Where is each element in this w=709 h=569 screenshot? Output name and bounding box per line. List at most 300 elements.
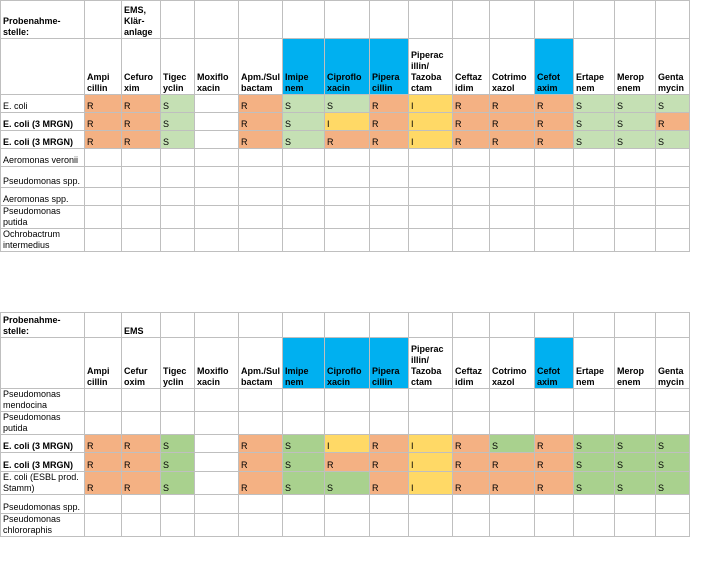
empty-cell [453, 1, 490, 39]
susceptibility-cell [615, 412, 656, 435]
susceptibility-cell [574, 389, 615, 412]
susceptibility-cell: S [574, 453, 615, 472]
table-row [1, 514, 690, 537]
susceptibility-cell [453, 206, 490, 229]
title-row [1, 1, 690, 39]
susceptibility-cell [195, 453, 239, 472]
susceptibility-cell: S [574, 131, 615, 149]
susceptibility-cell [325, 412, 370, 435]
organism-label: Pseudomonas putida [1, 412, 85, 435]
susceptibility-cell [615, 188, 656, 206]
susceptibility-cell [490, 206, 535, 229]
susceptibility-cell [574, 188, 615, 206]
susceptibility-cell [161, 167, 195, 188]
susceptibility-cell [122, 188, 161, 206]
susceptibility-cell: R [535, 435, 574, 453]
susceptibility-cell [122, 514, 161, 537]
organism-label: E. coli (3 MRGN) [1, 131, 85, 149]
susceptibility-cell [370, 514, 409, 537]
antibiotic-header: Tigec yclin [161, 338, 195, 389]
susceptibility-cell: S [283, 113, 325, 131]
susceptibility-cell [490, 149, 535, 167]
susceptibility-cell [122, 167, 161, 188]
susceptibility-cell [325, 167, 370, 188]
susceptibility-cell: R [122, 113, 161, 131]
susceptibility-cell: R [370, 472, 409, 495]
empty-cell [1, 338, 85, 389]
susceptibility-cell [409, 514, 453, 537]
susceptibility-cell: R [239, 435, 283, 453]
susceptibility-cell: R [453, 472, 490, 495]
susceptibility-cell [122, 412, 161, 435]
susceptibility-cell: R [535, 113, 574, 131]
susceptibility-cell [85, 206, 122, 229]
empty-cell [283, 1, 325, 39]
susceptibility-cell: S [161, 472, 195, 495]
susceptibility-cell [615, 149, 656, 167]
antibiotic-header-row [1, 338, 690, 389]
antibiotic-header: Genta mycin [656, 39, 690, 95]
susceptibility-cell: S [574, 472, 615, 495]
susceptibility-cell [615, 495, 656, 514]
susceptibility-cell: R [85, 472, 122, 495]
susceptibility-cell [85, 412, 122, 435]
organism-label: Pseudomonas putida [1, 206, 85, 229]
susceptibility-cell [574, 229, 615, 252]
susceptibility-cell [325, 188, 370, 206]
susceptibility-cell [122, 206, 161, 229]
susceptibility-cell: S [325, 95, 370, 113]
susceptibility-cell [490, 389, 535, 412]
susceptibility-cell [535, 188, 574, 206]
susceptibility-cell [195, 149, 239, 167]
antibiotic-header: Ceftaz idim [453, 338, 490, 389]
susceptibility-cell: I [325, 435, 370, 453]
empty-cell [325, 1, 370, 39]
empty-cell [409, 1, 453, 39]
susceptibility-cell [161, 389, 195, 412]
susceptibility-cell [122, 229, 161, 252]
susceptibility-cell [535, 514, 574, 537]
empty-cell [161, 313, 195, 338]
susceptibility-cell [409, 149, 453, 167]
antibiotic-header: Ertape nem [574, 39, 615, 95]
susceptibility-cell [161, 229, 195, 252]
empty-cell [195, 313, 239, 338]
susceptibility-cell [283, 229, 325, 252]
empty-cell [409, 313, 453, 338]
susceptibility-cell [615, 229, 656, 252]
susceptibility-cell [85, 495, 122, 514]
susceptibility-cell: R [370, 435, 409, 453]
susceptibility-cell: S [283, 435, 325, 453]
table-row [1, 495, 690, 514]
susceptibility-cell: I [409, 113, 453, 131]
susceptibility-cell: S [574, 435, 615, 453]
antibiotic-header: Cefot axim [535, 39, 574, 95]
susceptibility-cell [325, 495, 370, 514]
susceptibility-cell: R [239, 113, 283, 131]
antibiotic-header: Piperac illin/ Tazoba ctam [409, 39, 453, 95]
susceptibility-cell: S [161, 95, 195, 113]
susceptibility-cell [574, 412, 615, 435]
empty-cell [85, 313, 122, 338]
antibiotic-header: Moxiflo xacin [195, 39, 239, 95]
table-row [1, 206, 690, 229]
susceptibility-cell: S [283, 472, 325, 495]
susceptibility-cell [239, 149, 283, 167]
susceptibility-cell: R [453, 95, 490, 113]
susceptibility-cell [283, 149, 325, 167]
susceptibility-cell [453, 229, 490, 252]
susceptibility-cell [195, 167, 239, 188]
susceptibility-cell [656, 188, 690, 206]
susceptibility-cell [161, 514, 195, 537]
antibiotic-header: Ciproflo xacin [325, 338, 370, 389]
susceptibility-cell [239, 167, 283, 188]
table-row [1, 131, 690, 149]
empty-cell [370, 1, 409, 39]
susceptibility-cell: R [239, 453, 283, 472]
susceptibility-cell [490, 188, 535, 206]
organism-label: E. coli (ESBL prod. Stamm) [1, 472, 85, 495]
antibiotic-header: Piperac illin/ Tazoba ctam [409, 338, 453, 389]
antibiotic-header: Genta mycin [656, 338, 690, 389]
susceptibility-cell [574, 149, 615, 167]
susceptibility-cell [161, 206, 195, 229]
susceptibility-cell [239, 412, 283, 435]
empty-cell [656, 313, 690, 338]
antibiotic-header: Moxiflo xacin [195, 338, 239, 389]
susceptibility-cell [195, 188, 239, 206]
susceptibility-cell [283, 514, 325, 537]
susceptibility-cell: S [656, 453, 690, 472]
empty-cell [490, 313, 535, 338]
susceptibility-cell: S [615, 472, 656, 495]
table-row [1, 229, 690, 252]
antibiotic-header: Apm./Sul bactam [239, 338, 283, 389]
table-row [1, 149, 690, 167]
susceptibility-cell: R [122, 435, 161, 453]
susceptibility-cell [370, 229, 409, 252]
empty-cell [195, 1, 239, 39]
susceptibility-cell: R [122, 453, 161, 472]
antibiotic-header: Apm./Sul bactam [239, 39, 283, 95]
susceptibility-cell: R [490, 472, 535, 495]
antibiotic-header: Cotrimo xazol [490, 39, 535, 95]
susceptibility-cell [409, 167, 453, 188]
susceptibility-cell: S [283, 453, 325, 472]
susceptibility-cell [370, 206, 409, 229]
table-row [1, 167, 690, 188]
susceptibility-cell [453, 514, 490, 537]
empty-cell [161, 1, 195, 39]
susceptibility-cell [490, 495, 535, 514]
antibiotic-header: Merop enem [615, 338, 656, 389]
susceptibility-cell: I [409, 453, 453, 472]
susceptibility-cell [409, 389, 453, 412]
susceptibility-cell: S [161, 453, 195, 472]
resistance-table-1 [0, 0, 690, 252]
title-row [1, 313, 690, 338]
susceptibility-cell: S [325, 472, 370, 495]
susceptibility-cell [161, 412, 195, 435]
organism-label: Ochrobactrum intermedius [1, 229, 85, 252]
empty-cell [574, 1, 615, 39]
antibiotic-header: Ceftaz idim [453, 39, 490, 95]
susceptibility-cell: I [409, 131, 453, 149]
empty-cell [535, 313, 574, 338]
susceptibility-cell: R [535, 95, 574, 113]
susceptibility-cell [490, 514, 535, 537]
susceptibility-cell [535, 167, 574, 188]
antibiotic-header: Cefuro xim [122, 39, 161, 95]
susceptibility-cell: R [453, 453, 490, 472]
susceptibility-cell: R [122, 95, 161, 113]
susceptibility-cell: S [490, 435, 535, 453]
susceptibility-cell [85, 229, 122, 252]
antibiotic-header: Cotrimo xazol [490, 338, 535, 389]
susceptibility-cell [325, 229, 370, 252]
table-row [1, 453, 690, 472]
susceptibility-cell [195, 435, 239, 453]
susceptibility-cell: S [283, 131, 325, 149]
susceptibility-cell [453, 389, 490, 412]
susceptibility-cell [535, 495, 574, 514]
susceptibility-cell: R [490, 131, 535, 149]
susceptibility-cell [325, 514, 370, 537]
susceptibility-cell: S [615, 113, 656, 131]
susceptibility-cell: R [453, 131, 490, 149]
susceptibility-cell: S [615, 95, 656, 113]
susceptibility-cell: R [535, 131, 574, 149]
susceptibility-cell [283, 167, 325, 188]
organism-label: E. coli (3 MRGN) [1, 113, 85, 131]
susceptibility-cell [85, 389, 122, 412]
empty-cell [325, 313, 370, 338]
susceptibility-cell: S [161, 131, 195, 149]
susceptibility-cell [283, 495, 325, 514]
susceptibility-cell [574, 495, 615, 514]
susceptibility-cell: S [615, 453, 656, 472]
susceptibility-cell [195, 412, 239, 435]
susceptibility-cell: R [490, 95, 535, 113]
susceptibility-cell: R [370, 95, 409, 113]
empty-cell [85, 1, 122, 39]
susceptibility-cell [195, 389, 239, 412]
empty-cell [453, 313, 490, 338]
antibiotic-header: Tigec yclin [161, 39, 195, 95]
susceptibility-cell [535, 389, 574, 412]
susceptibility-cell [370, 389, 409, 412]
table-row [1, 113, 690, 131]
susceptibility-cell [409, 229, 453, 252]
susceptibility-cell: S [161, 113, 195, 131]
organism-label: Pseudomonas mendocina [1, 389, 85, 412]
susceptibility-cell [656, 389, 690, 412]
susceptibility-cell [615, 389, 656, 412]
susceptibility-cell [453, 167, 490, 188]
sampling-site-label: Probenahme-stelle: [1, 1, 85, 39]
susceptibility-cell: S [161, 435, 195, 453]
susceptibility-cell: R [122, 472, 161, 495]
susceptibility-cell: S [656, 131, 690, 149]
susceptibility-cell: I [409, 435, 453, 453]
empty-cell [283, 313, 325, 338]
antibiotic-header: Ciproflo xacin [325, 39, 370, 95]
susceptibility-cell [195, 131, 239, 149]
susceptibility-cell [161, 149, 195, 167]
susceptibility-cell [85, 514, 122, 537]
empty-cell [370, 313, 409, 338]
susceptibility-cell [325, 206, 370, 229]
antibiotic-header: Pipera cillin [370, 338, 409, 389]
susceptibility-cell [122, 389, 161, 412]
table-row [1, 412, 690, 435]
susceptibility-cell: S [574, 95, 615, 113]
susceptibility-cell [409, 188, 453, 206]
empty-cell [1, 39, 85, 95]
susceptibility-cell: S [615, 435, 656, 453]
susceptibility-cell: S [656, 472, 690, 495]
susceptibility-cell [490, 229, 535, 252]
susceptibility-cell: R [370, 131, 409, 149]
susceptibility-cell: I [409, 95, 453, 113]
susceptibility-cell [574, 514, 615, 537]
empty-cell [615, 313, 656, 338]
table-row [1, 435, 690, 453]
susceptibility-cell: R [490, 113, 535, 131]
susceptibility-cell: R [453, 113, 490, 131]
susceptibility-cell [239, 389, 283, 412]
table-row [1, 389, 690, 412]
susceptibility-cell: R [370, 453, 409, 472]
susceptibility-cell [409, 495, 453, 514]
susceptibility-cell: R [85, 435, 122, 453]
table-row [1, 95, 690, 113]
susceptibility-cell: S [656, 95, 690, 113]
susceptibility-cell [453, 495, 490, 514]
susceptibility-cell: S [283, 95, 325, 113]
empty-cell [535, 1, 574, 39]
susceptibility-cell [656, 149, 690, 167]
susceptibility-cell: R [490, 453, 535, 472]
susceptibility-cell [574, 167, 615, 188]
susceptibility-cell [535, 206, 574, 229]
susceptibility-cell [490, 412, 535, 435]
susceptibility-cell: R [325, 131, 370, 149]
organism-label: Pseudomonas spp. [1, 495, 85, 514]
susceptibility-cell [370, 167, 409, 188]
antibiotic-header: Imipe nem [283, 338, 325, 389]
susceptibility-cell [195, 229, 239, 252]
susceptibility-cell [85, 149, 122, 167]
susceptibility-cell [409, 412, 453, 435]
susceptibility-cell [409, 206, 453, 229]
susceptibility-cell: R [85, 453, 122, 472]
susceptibility-cell: R [85, 131, 122, 149]
susceptibility-cell [615, 167, 656, 188]
sampling-site-value: EMS, Klär-anlage [122, 1, 161, 39]
organism-label: E. coli (3 MRGN) [1, 435, 85, 453]
table-row [1, 472, 690, 495]
table-row [1, 188, 690, 206]
susceptibility-cell [283, 412, 325, 435]
susceptibility-cell: R [325, 453, 370, 472]
organism-label: E. coli [1, 95, 85, 113]
susceptibility-cell [535, 412, 574, 435]
susceptibility-cell [656, 229, 690, 252]
susceptibility-cell [615, 514, 656, 537]
susceptibility-cell: R [239, 472, 283, 495]
susceptibility-cell [615, 206, 656, 229]
organism-label: Aeromonas veronii [1, 149, 85, 167]
organism-label: Pseudomonas chlororaphis [1, 514, 85, 537]
antibiotic-header: Cefur oxim [122, 338, 161, 389]
susceptibility-cell [370, 149, 409, 167]
susceptibility-cell: R [122, 131, 161, 149]
empty-cell [656, 1, 690, 39]
susceptibility-cell [656, 167, 690, 188]
susceptibility-cell [195, 495, 239, 514]
empty-cell [239, 313, 283, 338]
antibiotic-header: Imipe nem [283, 39, 325, 95]
susceptibility-cell [370, 495, 409, 514]
susceptibility-cell [195, 113, 239, 131]
susceptibility-cell [161, 495, 195, 514]
antibiotic-header: Cefot axim [535, 338, 574, 389]
susceptibility-cell [370, 412, 409, 435]
susceptibility-cell [656, 412, 690, 435]
susceptibility-cell [122, 495, 161, 514]
susceptibility-cell [453, 412, 490, 435]
susceptibility-cell: I [409, 472, 453, 495]
susceptibility-cell [239, 229, 283, 252]
susceptibility-cell [195, 514, 239, 537]
susceptibility-cell [85, 188, 122, 206]
susceptibility-cell [453, 149, 490, 167]
susceptibility-cell: R [239, 95, 283, 113]
susceptibility-cell [85, 167, 122, 188]
organism-label: Pseudomonas spp. [1, 167, 85, 188]
susceptibility-cell [195, 206, 239, 229]
organism-label: E. coli (3 MRGN) [1, 453, 85, 472]
susceptibility-cell: R [370, 113, 409, 131]
susceptibility-cell [283, 188, 325, 206]
susceptibility-cell: R [453, 435, 490, 453]
empty-cell [574, 313, 615, 338]
susceptibility-cell [239, 188, 283, 206]
susceptibility-cell [574, 206, 615, 229]
susceptibility-cell: R [535, 453, 574, 472]
susceptibility-cell: R [85, 95, 122, 113]
susceptibility-cell [239, 495, 283, 514]
susceptibility-cell: R [85, 113, 122, 131]
susceptibility-cell [283, 389, 325, 412]
susceptibility-cell: S [656, 435, 690, 453]
susceptibility-cell [325, 389, 370, 412]
susceptibility-cell [656, 495, 690, 514]
susceptibility-cell [161, 188, 195, 206]
susceptibility-cell: I [325, 113, 370, 131]
susceptibility-cell [490, 167, 535, 188]
susceptibility-cell [239, 206, 283, 229]
susceptibility-cell [535, 229, 574, 252]
sampling-site-label: Probenahme-stelle: [1, 313, 85, 338]
resistance-table-2 [0, 312, 690, 537]
susceptibility-cell: S [615, 131, 656, 149]
susceptibility-cell: R [535, 472, 574, 495]
